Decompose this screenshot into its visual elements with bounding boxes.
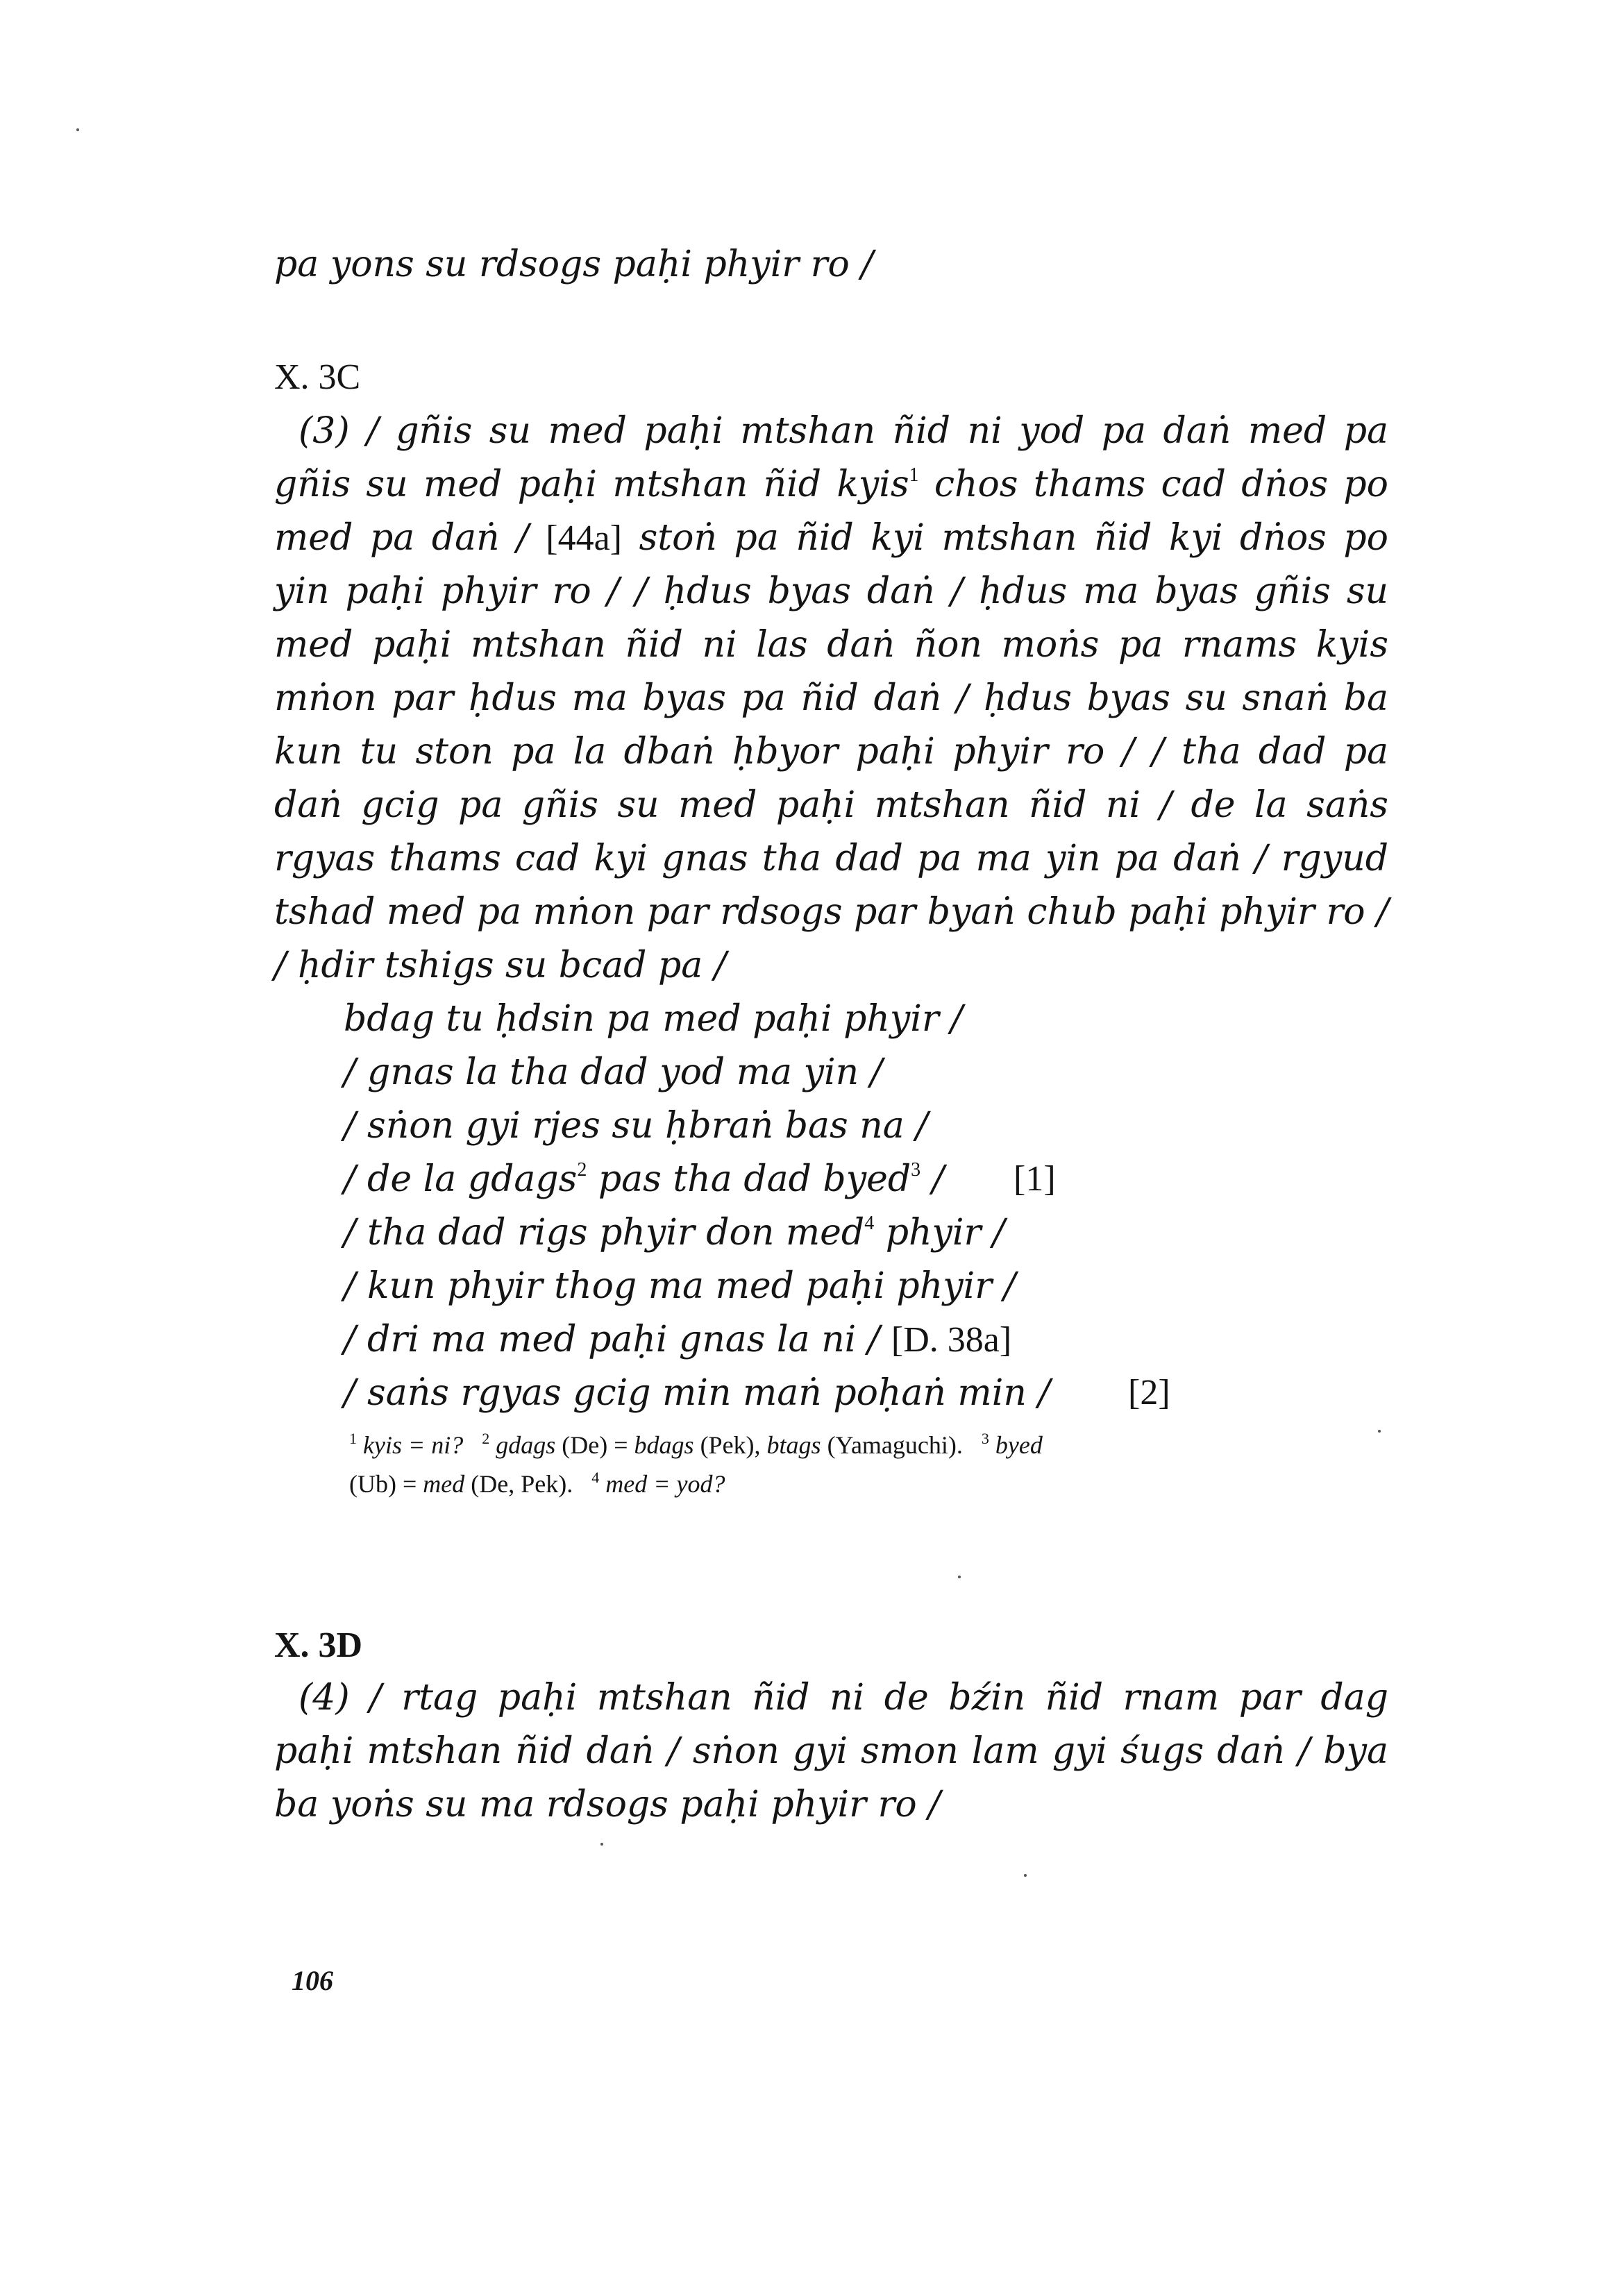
text-line: ba yoṅs su ma rdsogs paḥi phyir ro /: [274, 1784, 941, 1825]
verse-line: / tha dad rigs phyir don med$^4$ phyir /: [344, 1212, 1005, 1253]
verse-line: / sṅon gyi rjes su ḥbraṅ bas na /: [344, 1105, 928, 1147]
text-line: tshad med pa mṅon par rdsogs par byaṅ chub paḥi phyir ro /: [274, 891, 1389, 933]
text-line: yin paḥi phyir ro / / ḥdus byas daṅ / ḥdus ma byas gñis su: [274, 571, 1388, 612]
page-number: 106: [292, 1965, 333, 1996]
scan-speck: [958, 1576, 961, 1578]
text-line: kun tu ston pa la dbaṅ ḥbyor paḥi phyir ro / / tha dad pa: [274, 731, 1388, 773]
verse-line: / de la gdags$^2$ pas tha dad byed$^3$ /: [344, 1158, 945, 1200]
verse-line: / dri ma med paḥi gnas la ni / [D. 38a]: [344, 1319, 1012, 1360]
text-line: paḥi mtshan ñid daṅ / sṅon gyi smon lam gyi śugs daṅ / bya: [274, 1730, 1388, 1772]
folio-marker: [D. 38a]: [891, 1320, 1012, 1360]
verse-line: bdag tu ḥdsin pa med paḥi phyir /: [344, 998, 963, 1040]
text-line: mṅon par ḥdus ma byas pa ñid daṅ / ḥdus byas su snaṅ ba: [274, 677, 1388, 719]
verse-number-1: [1]: [1014, 1159, 1056, 1199]
section-heading-3c: X. 3C: [274, 357, 361, 397]
scan-speck: [1378, 1430, 1381, 1433]
footnote-line: (Ub) = med (De, Pek). $^4$ med = yod?: [349, 1469, 725, 1498]
section-heading-3d: X. 3D: [274, 1626, 363, 1665]
verse-number-2: [2]: [1128, 1373, 1170, 1412]
text-line: (4) / rtag paḥi mtshan ñid ni de bźin ñid rnam par dag: [298, 1677, 1388, 1719]
verse-line: / saṅs rgyas gcig min maṅ poḥaṅ min /: [344, 1372, 1050, 1414]
scan-speck: [76, 128, 79, 131]
text-line: (3) / gñis su med paḥi mtshan ñid ni yod pa daṅ med pa: [298, 410, 1388, 452]
verse-line: / kun phyir thog ma med paḥi phyir /: [344, 1265, 1016, 1307]
text-line: daṅ gcig pa gñis su med paḥi mtshan ñid ni / de la saṅs: [274, 784, 1388, 826]
scan-speck: [1024, 1874, 1027, 1877]
footnote-line: $^1$ kyis = ni? $^2$ gdags (De) = bdags (Pek), btags (Yamaguchi). $^3$ byed: [349, 1430, 1043, 1459]
scan-speck: [600, 1843, 603, 1846]
text-line: / ḥdir tshigs su bcad pa /: [274, 945, 727, 986]
folio-marker: [44a]: [546, 518, 622, 558]
text-line: med paḥi mtshan ñid ni las daṅ ñon moṅs pa rnams kyis: [274, 624, 1388, 666]
text-line: gñis su med paḥi mtshan ñid kyis$^1$ chos thams cad dṅos po: [274, 464, 1388, 505]
text-line: rgyas thams cad kyi gnas tha dad pa ma yin pa daṅ / rgyud: [274, 838, 1388, 879]
text-line: pa yons su rdsogs paḥi phyir ro /: [274, 244, 873, 285]
verse-line: / gnas la tha dad yod ma yin /: [344, 1052, 883, 1093]
text-line: med pa daṅ / [44a] stoṅ pa ñid kyi mtshan ñid kyi dṅos po: [274, 517, 1388, 559]
